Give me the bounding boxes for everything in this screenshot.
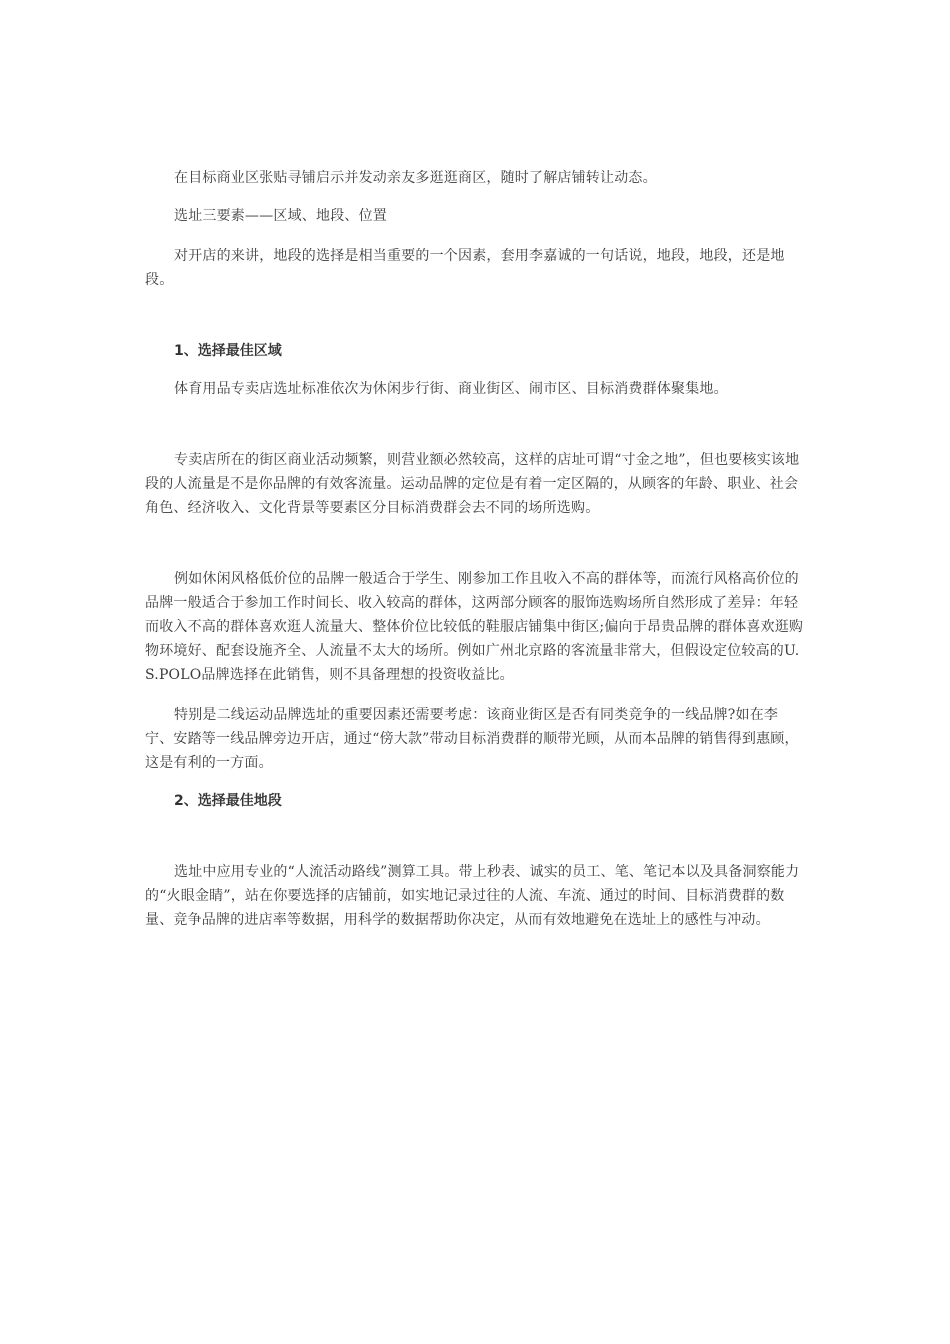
document-body	[145, 166, 805, 932]
paragraph-second-tier-brands: 特别是二线运动品牌选址的重要因素还需要考虑：该商业街区是否有同类竞争的一线品牌?如在李宁、安踏等一线品牌旁边开店，通过“傍大款”带动目标消费群的顺带光顾，从而本品牌的销售得到惠顾，这是有利的一方面。	[145, 707, 799, 771]
paragraph-three-elements: 选址三要素——区域、地段、位置	[174, 208, 387, 224]
paragraph-shop-search-notice: 在目标商业区张贴寻铺启示并发动亲友多逛逛商区，随时了解店铺转让动态。	[174, 170, 657, 186]
paragraph-foot-traffic-tool: 选址中应用专业的“人流活动路线”测算工具。带上秒表、诚实的员工、笔、笔记本以及具备洞察能力的“火眼金睛”，站在你要选择的店铺前，如实地记录过往的人流、车流、通过的时间、目标消费群的数量、竞争品牌的进店率等数据，用科学的数据帮助你决定，从而有效地避免在选址上的感性与冲动。	[145, 864, 800, 928]
paragraph-store-criteria: 体育用品专卖店选址标准依次为休闲步行街、商业街区、闹市区、目标消费群体聚集地。	[174, 381, 728, 397]
paragraph-brand-positioning-example: 例如休闲风格低价位的品牌一般适合于学生、刚参加工作且收入不高的群体等，而流行风格高价位的品牌一般适合于参加工作时间长、收入较高的群体，这两部分顾客的服饰选购场所自然形成了差异：年轻而收入不高的群体喜欢逛人流量大、整体价位比较低的鞋服店铺集中街区;偏向于昂贵品牌的群体喜欢逛购物环境好、配套设施齐全、人流量不太大的场所。例如广州北京路的客流量非常大，但假设定位较高的U.S.POLO品牌选择在此销售，则不具备理想的投资收益比。	[145, 571, 804, 683]
paragraph-commercial-activity: 专卖店所在的街区商业活动频繁，则营业额必然较高，这样的店址可谓“寸金之地”，但也要核实该地段的人流量是不是你品牌的有效客流量。运动品牌的定位是有着一定区隔的，从顾客的年龄、职业、社会角色、经济收入、文化背景等要素区分目标消费群会去不同的场所选购。	[145, 452, 800, 516]
heading-best-area: 1、选择最佳区域	[174, 343, 282, 359]
paragraph-location-importance: 对开店的来讲，地段的选择是相当重要的一个因素，套用李嘉诚的一句话说，地段，地段，还是地段。	[145, 248, 785, 288]
heading-best-section: 2、选择最佳地段	[174, 793, 282, 809]
